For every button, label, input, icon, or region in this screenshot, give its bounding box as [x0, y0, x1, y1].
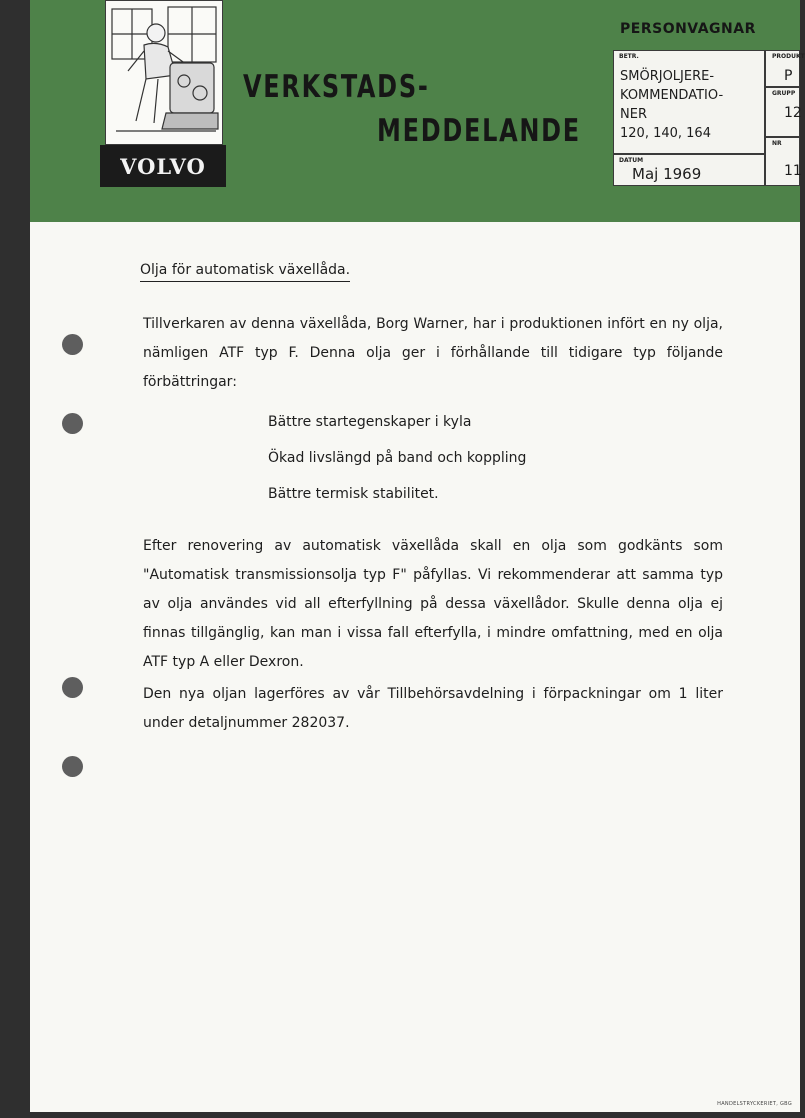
mechanic-illustration-icon: [106, 1, 222, 144]
improvement-item: Bättre termisk stabilitet.: [268, 486, 439, 502]
product-value: P: [784, 68, 793, 84]
group-label: GRUPP: [772, 90, 796, 97]
date-value: Maj 1969: [632, 165, 702, 183]
printer-credit: HANDELSTRYCKERIET, GBG: [717, 1101, 792, 1107]
group-value: 12: [784, 105, 802, 121]
punch-hole: [62, 334, 83, 355]
punch-hole: [62, 413, 83, 434]
number-value: 11: [784, 163, 802, 179]
brand-name: VOLVO: [120, 153, 206, 179]
punch-hole: [62, 677, 83, 698]
number-label: NR: [772, 140, 782, 147]
subject-label: BETR.: [619, 53, 639, 60]
header-band: [30, 0, 805, 222]
title-line-2: MEDDELANDE: [377, 113, 581, 149]
title-line-1: VERKSTADS-: [243, 69, 430, 105]
document-sheet: [30, 0, 805, 1112]
paragraph-stock: Den nya oljan lagerföres av vår Tillbehörsavdelning i förpackningar om 1 liter under detaljnummer 282037.: [143, 686, 723, 731]
mechanic-illustration: [105, 0, 223, 145]
date-label: DATUM: [619, 157, 644, 164]
product-box: [765, 50, 805, 87]
volvo-logo: [100, 145, 226, 187]
date-box: [613, 154, 765, 186]
improvements-list: [268, 412, 526, 520]
paragraph-recommendation: Efter renovering av automatisk växellåda skall en olja som godkänts som "Automatisk transmissionsolja typ F" påfyllas. Vi rekommenderar att samma typ av olja användes vid all efterfyllning på dessa växellådor. Skulle denna olja ej finnas tillgänglig, kan man i vissa fall efterfylla, i mindre omfattning, med en olja ATF typ A eller Dexron.: [143, 538, 723, 670]
improvement-item: Bättre startegenskaper i kyla: [268, 414, 472, 430]
subject-value: SMÖRJOLJERE- KOMMENDATIO- NER 120, 140, 164: [620, 69, 724, 141]
category-label: PERSONVAGNAR: [620, 21, 756, 37]
improvement-item: Ökad livslängd på band och koppling: [268, 450, 527, 466]
product-label: PRODUKT: [772, 53, 805, 60]
subject-box: [613, 50, 765, 154]
punch-hole: [62, 756, 83, 777]
paragraph-intro: Tillverkaren av denna växellåda, Borg Warner, har i produktionen infört en ny olja, nämligen ATF typ F. Denna olja ger i förhållande till tidigare typ följande förbättringar:: [143, 316, 723, 390]
section-heading: Olja för automatisk växellåda.: [140, 262, 350, 282]
number-box: [765, 137, 800, 186]
group-box: [765, 87, 800, 137]
